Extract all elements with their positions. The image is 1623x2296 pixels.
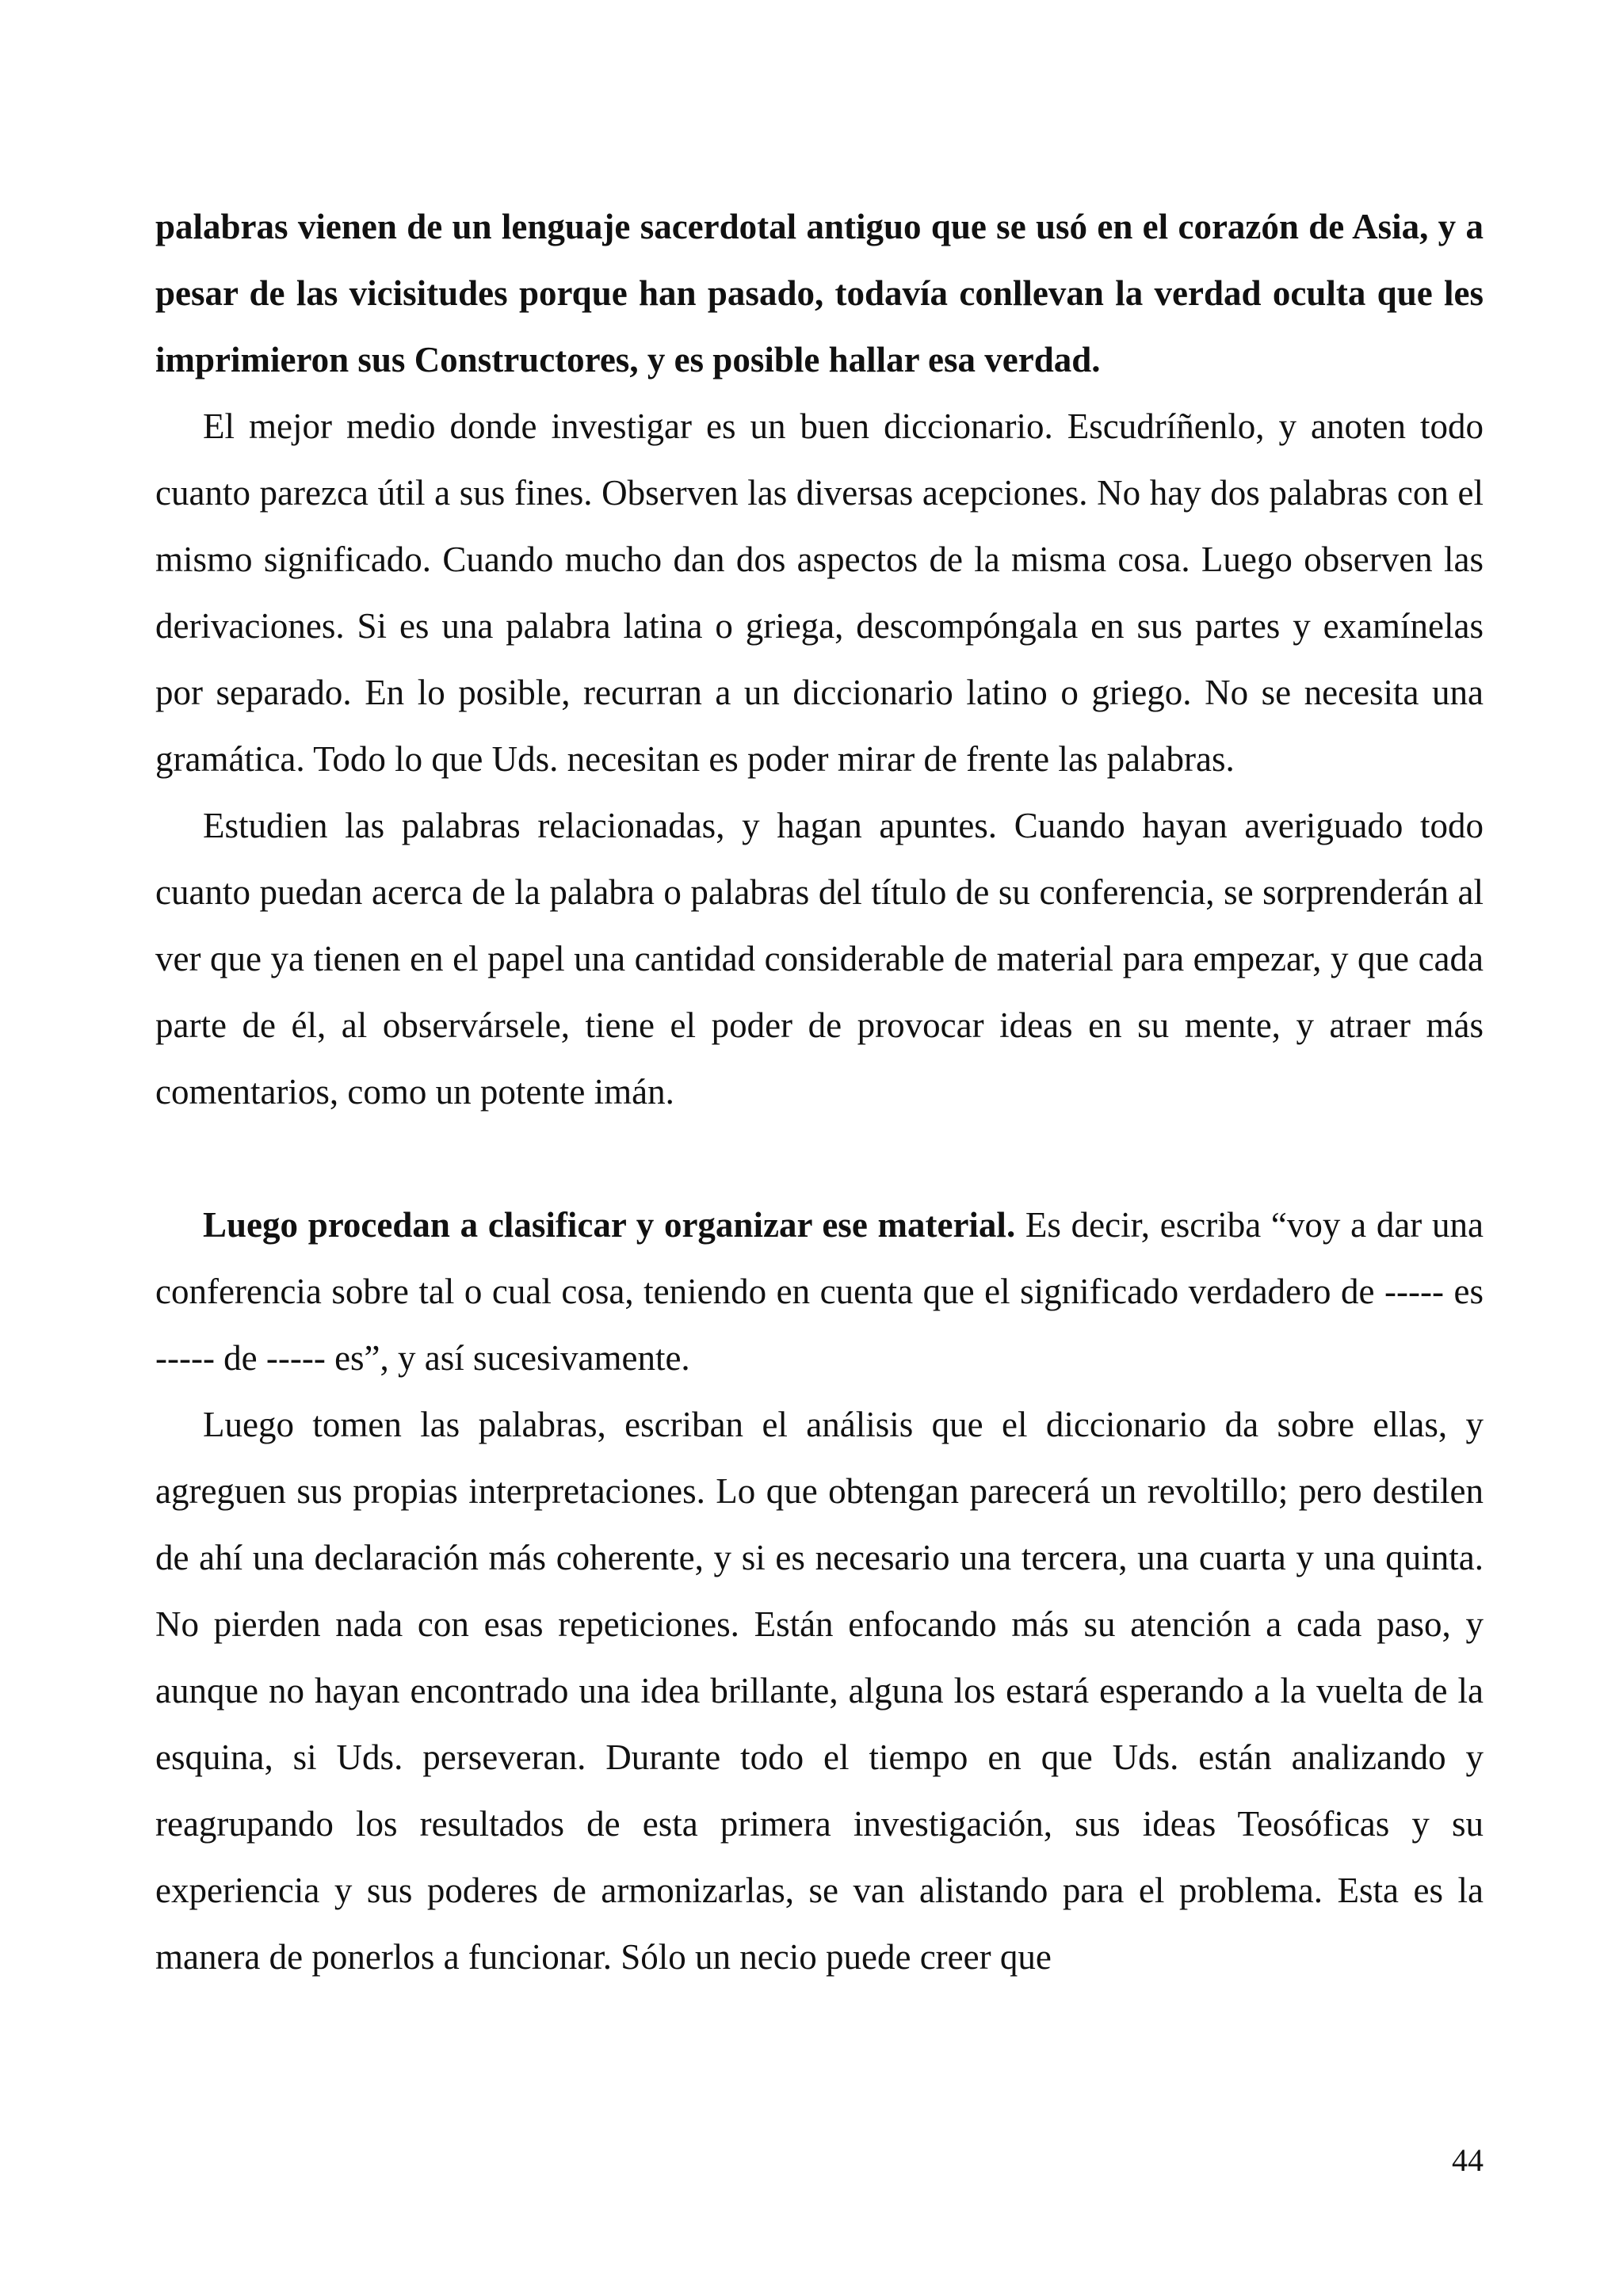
paragraph-4-text: Es decir, escriba “voy a dar una conferencia sobre tal o cual cosa, teniendo en cuenta que el significado verdadero de ----- es ----- de ----- es”, y así sucesivamente.: [155, 1205, 1484, 1378]
paragraph-gap: [155, 1125, 1484, 1192]
paragraph-3: Estudien las palabras relacionadas, y hagan apuntes. Cuando hayan averiguado todo cuanto puedan acerca de la palabra o palabras del título de su conferencia, se sorprenderán al ver que ya tienen en el papel una cantidad considerable de material para empezar, y que cada parte de él, al observársele, tiene el poder de provocar ideas en su mente, y atraer más comentarios, como un potente imán.: [155, 806, 1484, 1112]
paragraph-2: El mejor medio donde investigar es un buen diccionario. Escudríñenlo, y anoten todo cuanto parezca útil a sus fines. Observen las diversas acepciones. No hay dos palabras con el mismo significado. Cuando mucho dan dos aspectos de la misma cosa. Luego observen las derivaciones. Si es una palabra latina o griega, descompóngala en sus partes y examínelas por separado. En lo posible, recurran a un diccionario latino o griego. No se necesita una gramática. Todo lo que Uds. necesitan es poder mirar de frente las palabras.: [155, 406, 1484, 779]
paragraph-4: [155, 1192, 1484, 1391]
page-number: 44: [1452, 2142, 1484, 2178]
paragraph-5: Luego tomen las palabras, escriban el análisis que el diccionario da sobre ellas, y agreguen sus propias interpretaciones. Lo que obtengan parecerá un revoltillo; pero destilen de ahí una declaración más coherente, y si es necesario una tercera, una cuarta y una quinta. No pierden nada con esas repeticiones. Están enfocando más su atención a cada paso, y aunque no hayan encontrado una idea brillante, alguna los estará esperando a la vuelta de la esquina, si Uds. perseveran. Durante todo el tiempo en que Uds. están analizando y reagrupando los resultados de esta primera investigación, sus ideas Teosóficas y su experiencia y sus poderes de armonizarlas, se van alistando para el problema. Esta es la manera de ponerlos a funcionar. Sólo un necio puede creer que: [155, 1405, 1484, 1977]
paragraph-1: palabras vienen de un lenguaje sacerdotal antiguo que se usó en el corazón de Asia, y a pesar de las vicisitudes porque han pasado, todavía conllevan la verdad oculta que les imprimieron sus Constructores, y es posible hallar esa verdad.: [155, 207, 1484, 379]
page-body: [155, 193, 1484, 1990]
paragraph-4-bold-lead: Luego procedan a clasificar y organizar ese material.: [203, 1205, 1016, 1245]
